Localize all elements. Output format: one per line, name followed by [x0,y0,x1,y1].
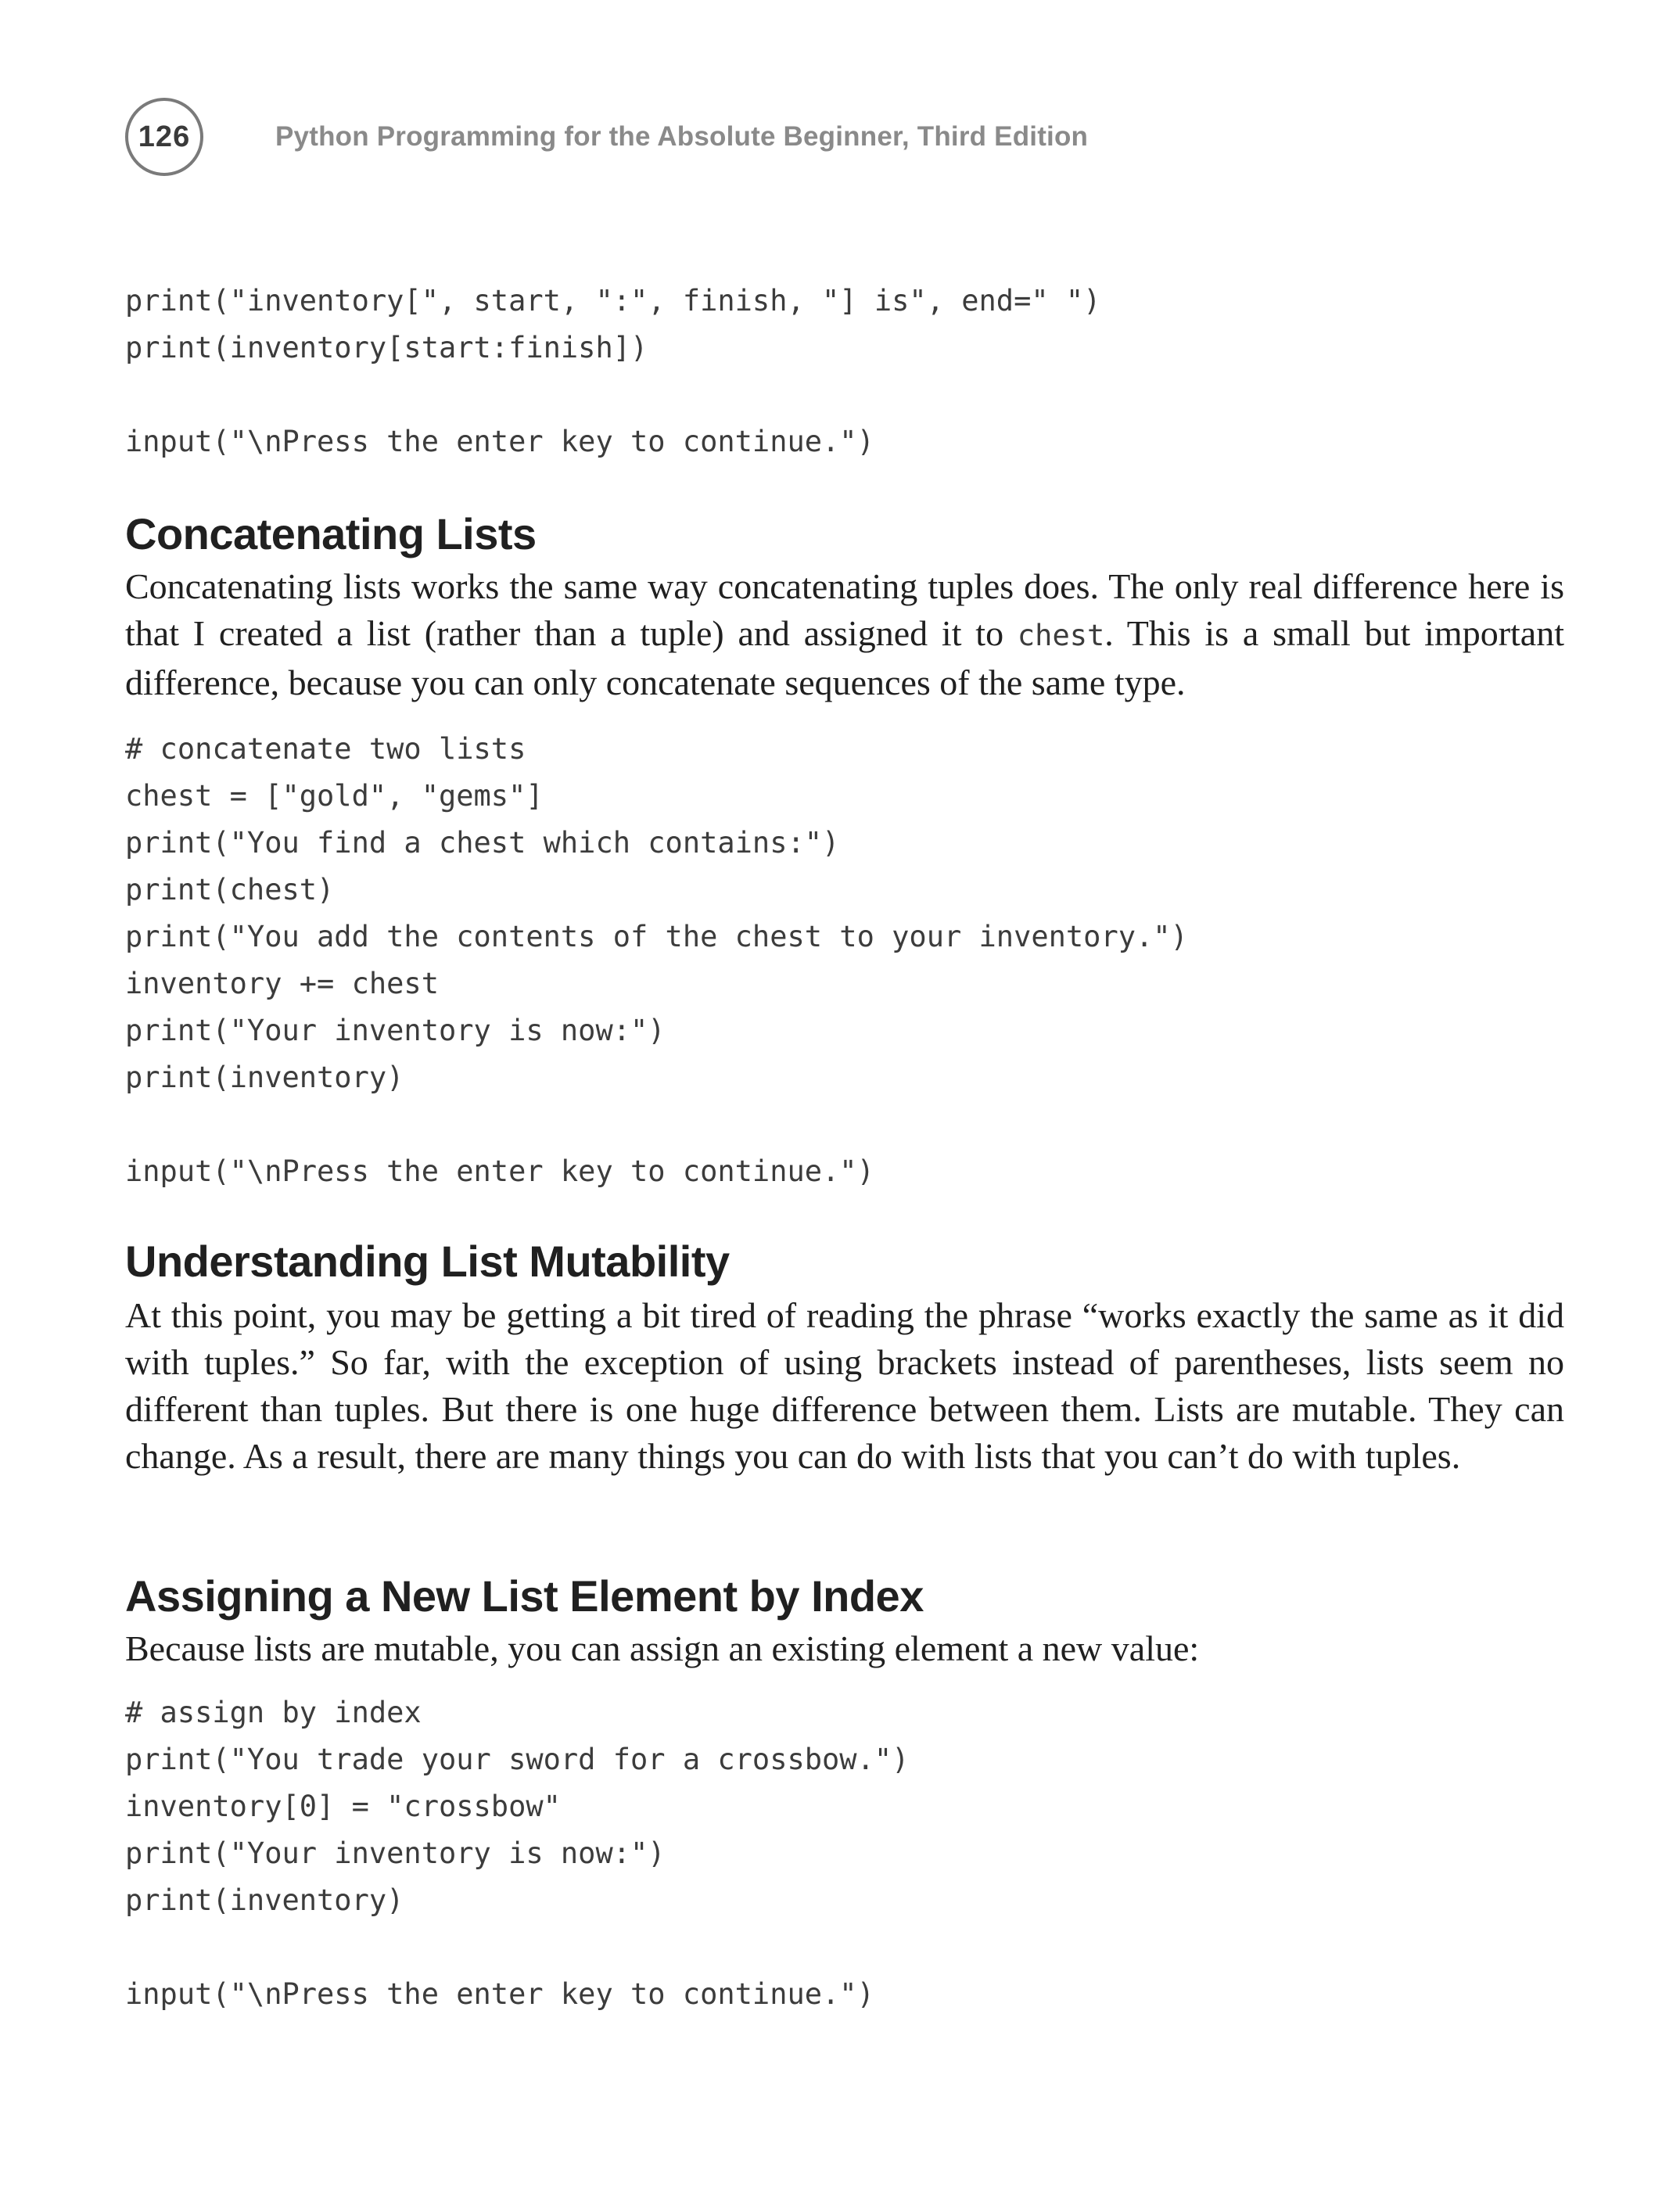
code-line: print(inventory) [125,1883,404,1917]
inline-code-chest: chest [1017,619,1105,652]
section-paragraph-list-mutability: At this point, you may be getting a bit tired of reading the phrase “works exactly the same as it did with tuples.” So far, with the exception of using brackets instead of parentheses, lists seem no different than tuples. But there is one huge difference between them. Lists are mutable. They can change. As a result, there are many things you can do with lists that you can’t do with tuples. [125,1295,1564,1476]
code-line: input("\nPress the enter key to continue.") [125,1977,874,2011]
code-line: inventory[0] = "crossbow" [125,1790,561,1823]
code-line: # concatenate two lists [125,732,526,766]
section-heading-concatenating-lists: Concatenating Lists [125,509,537,558]
code-line: inventory += chest [125,967,439,1000]
section-heading-list-mutability: Understanding List Mutability [125,1237,730,1286]
code-block-2 [125,726,1564,1195]
code-line: chest = ["gold", "gems"] [125,779,544,813]
page-number: 126 [125,98,203,176]
section-paragraph-concatenating-lists [125,563,1564,706]
code-line [125,372,1564,418]
code-line [125,1924,1564,1971]
code-line: print(inventory) [125,1061,404,1094]
section-paragraph-assigning-by-index: Because lists are mutable, you can assign an existing element a new value: [125,1628,1200,1668]
section-heading-assigning-by-index: Assigning a New List Element by Index [125,1571,924,1621]
code-line: input("\nPress the enter key to continue.") [125,425,874,458]
code-line: print("You find a chest which contains:") [125,826,840,860]
paragraph-text: Concatenating lists works the same way concatenating tuples does. The only real difference here is that I created a list (rather than a tuple) and assigned it to [125,566,1564,653]
page-header [125,95,1088,178]
code-line: print("You add the contents of the chest to your inventory.") [125,920,1188,953]
code-block-3 [125,1689,1564,2018]
code-line: print("inventory[", start, ":", finish, "] is", end=" ") [125,284,1101,318]
code-line: print("You trade your sword for a crossbow.") [125,1743,910,1776]
code-line: # assign by index [125,1696,422,1729]
code-line: print(inventory[start:finish]) [125,331,648,364]
code-line: print("Your inventory is now:") [125,1014,666,1047]
code-line: print(chest) [125,873,335,907]
code-line: input("\nPress the enter key to continue.") [125,1154,874,1188]
code-line: print("Your inventory is now:") [125,1836,666,1870]
code-line [125,1101,1564,1148]
paragraph-text: . This is a small but important difference, because you can only concatenate sequences of the same type. [125,613,1564,702]
code-block-1 [125,278,1564,465]
running-title: Python Programming for the Absolute Beginner, Third Edition [275,121,1089,152]
